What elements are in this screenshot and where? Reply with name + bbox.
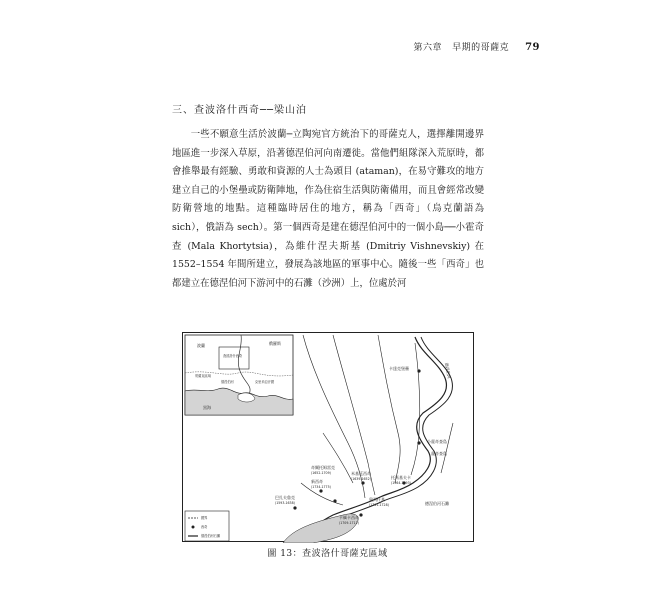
body-paragraph: [172, 126, 484, 293]
map-legend: [185, 511, 229, 541]
legend-border: 國界: [201, 516, 208, 520]
page-number: 79: [525, 42, 540, 53]
marker-oleshky: [359, 513, 362, 516]
label-oleshky: 奧列什基: [369, 497, 385, 502]
marker-mala-khortytsia: [417, 441, 420, 444]
chapter-label: 第六章: [413, 43, 443, 53]
label-new-sich-years: (1734-1775): [311, 485, 331, 489]
inset-label-dnieper: 德涅伯河: [221, 380, 234, 384]
label-khortytsia: 霍奇查島: [431, 451, 447, 456]
inset-label-black-sea: 黑海: [203, 405, 211, 410]
marker-kodak: [417, 369, 420, 372]
label-kodak: 卡達克堡壘: [389, 366, 409, 371]
figure-caption: 圖 13：查波洛什哥薩克區域: [267, 549, 388, 559]
paragraph-text: 一些不願意生活於波蘭─立陶宛官方統治下的哥薩克人，選擇離開邊界地區進一步深入草原，沿著德涅伯河向南遷徙。當他們組隊深入荒原時，都會推舉最有經驗、勇敢和資源的人士為頭目 (ataman)，在易守難攻的地方建立自己的小堡壘或防衛陣地，作為住宿生活與防衛備用，而且會經常改變防衛營地的地點。這種臨時居住的地方，稱為「西奇」（烏克蘭語為 sich），俄語為 sech）。第一個西奇是建在德涅伯河中的一個小島──小霍奇查 (Mala Khortytsia)，為維什涅夫斯基 (Dmitriy Vishnevskiy) 在 1552–1554 年間所建立，發展為該地區的軍事中心。隨後一些「西奇」也都建立在德涅伯河下游河中的石灘（沙洲）上，位處於河: [172, 129, 484, 289]
legend-sich: 西奇: [201, 525, 208, 529]
label-new-sich: 新西奇: [311, 479, 323, 484]
label-kamianka-years: (1709-1711): [339, 521, 359, 525]
label-kamianka: 卡緬卡西奇: [339, 515, 359, 520]
chapter-title: 早期的哥薩克: [452, 43, 510, 53]
inset-label-cossack-area: 哥薩克區域: [195, 374, 211, 378]
inset-label-russia: 俄羅斯: [269, 341, 281, 346]
label-mykytyn-years: (1639-1652): [351, 477, 371, 481]
inset-label-poland: 波蘭: [197, 343, 205, 348]
marker-mykytyn: [361, 481, 364, 484]
label-chortomlyk: 奇爾托姆雷克: [311, 465, 335, 470]
legend-river: 德涅伯河石灘: [201, 534, 221, 538]
label-rapids: 德涅伯河石灘: [425, 501, 449, 506]
section-heading: 三、查波洛什西奇──梁山泊: [172, 105, 308, 116]
marker-new-sich: [333, 499, 336, 502]
map-drawing: [183, 333, 475, 543]
marker-bazavluk: [293, 506, 296, 509]
label-tomakivka: 托馬基夫卡: [391, 475, 411, 480]
map-figure: [182, 332, 474, 542]
tributaries: [301, 335, 453, 505]
inset-label-zaporozhia: 查波洛什西奇: [223, 354, 243, 358]
label-dnieper-river: 德涅伯河: [444, 362, 452, 379]
legend-sich-marker: [192, 526, 195, 529]
running-header: [414, 40, 540, 53]
label-mykytyn: 米基廷西奇: [351, 471, 371, 476]
label-bazavluk: 巴扎夫魯克: [275, 495, 295, 500]
marker-chortomlyk: [319, 489, 322, 492]
map-labels: [275, 362, 453, 525]
label-tomakivka-years: (1564-1593): [391, 481, 411, 485]
label-chortomlyk-years: (1652-1709): [311, 471, 331, 475]
label-bazavluk-years: (1593-1638): [275, 501, 295, 505]
inset-label-crimea: 克里米亞汗國: [255, 380, 275, 384]
inset-map: [185, 335, 293, 415]
label-mala-khortytsia: 小霍奇查島: [427, 439, 447, 444]
label-oleshky-years: (1711-1728): [369, 503, 389, 507]
